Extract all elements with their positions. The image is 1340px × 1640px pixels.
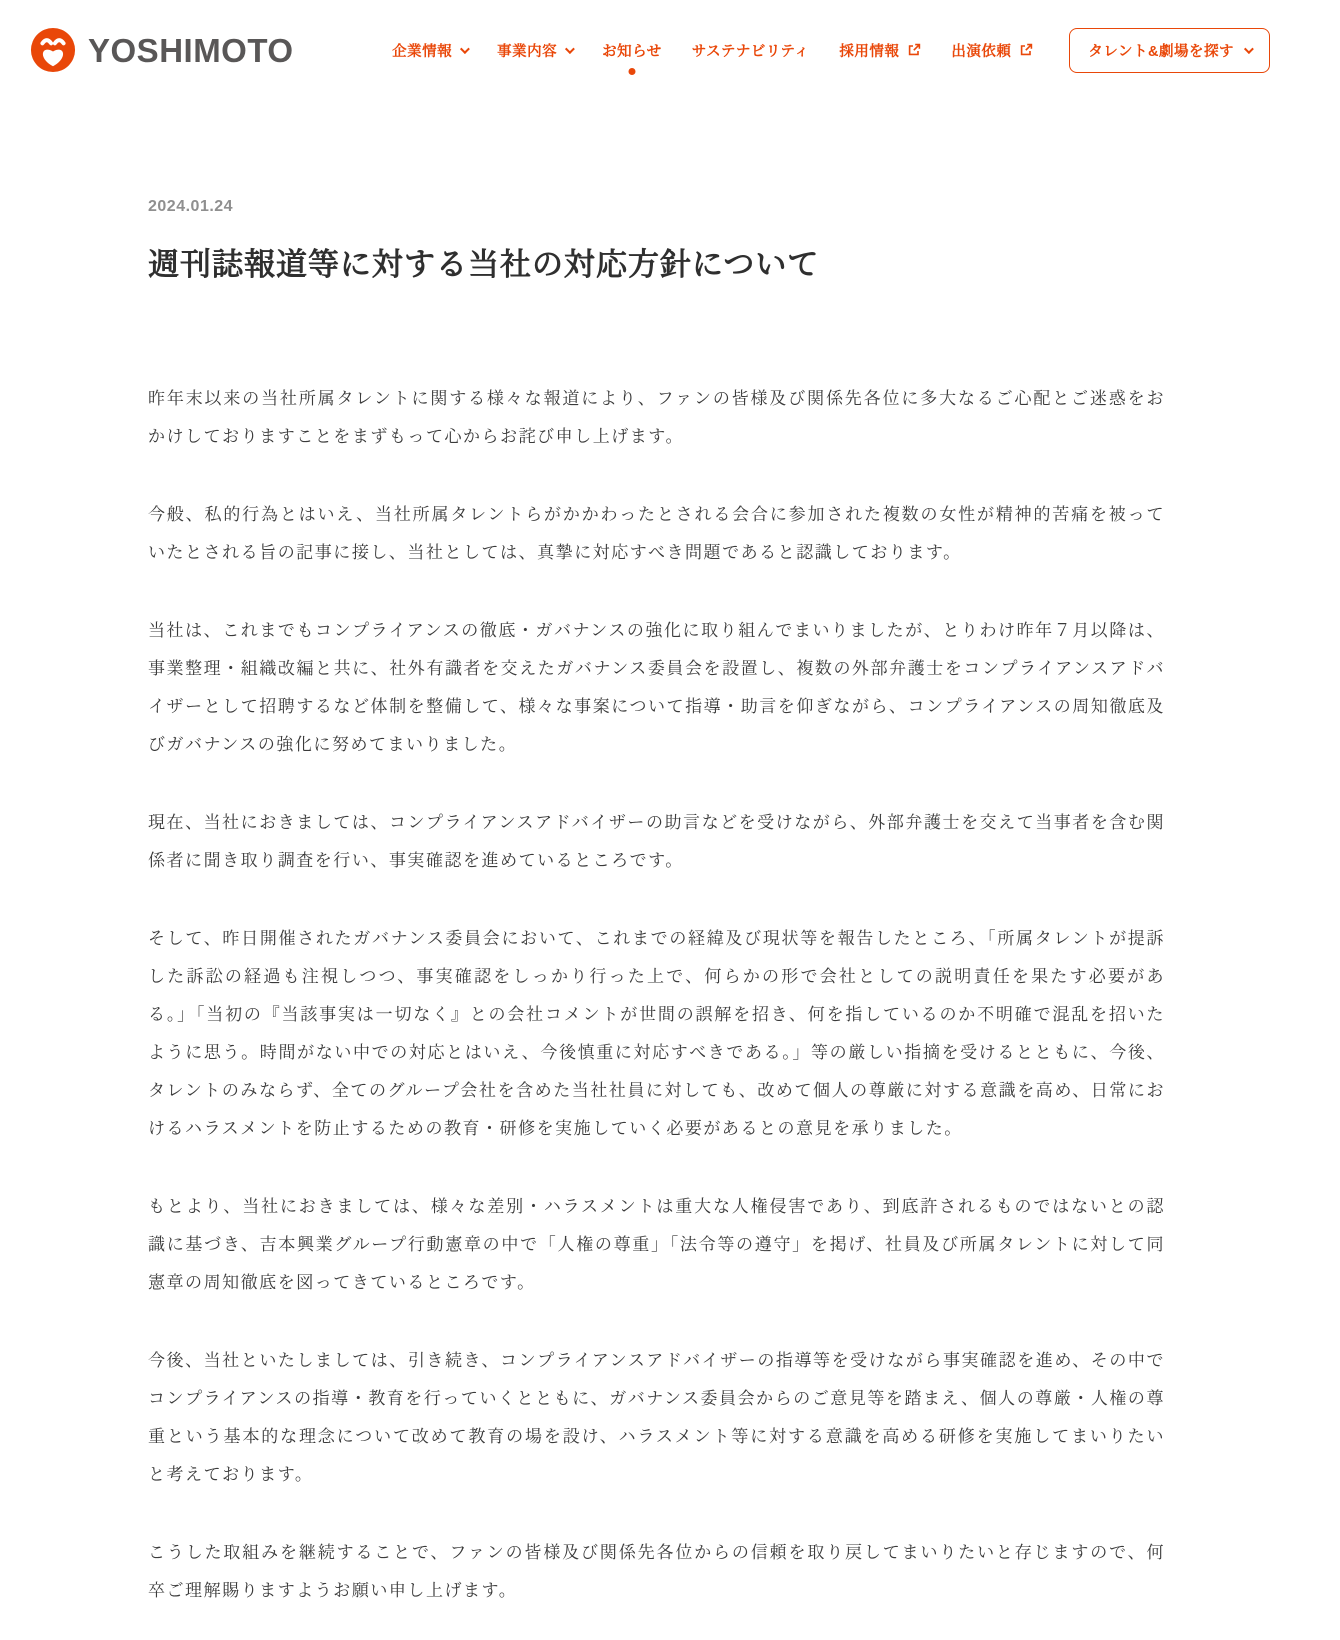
talent-theater-search-button[interactable]: タレント&劇場を探す [1069,28,1270,73]
site-header [0,0,1340,100]
article-paragraph: 今後、当社といたしましては、引き続き、コンプライアンスアドバイザーの指導等を受けながら事実確認を進め、その中でコンプライアンスの指導・教育を行っていくとともに、ガバナンス委員会からのご意見等を踏まえ、個人の尊厳・人権の尊重という基本的な理念について改めて教育の場を設け、ハラスメント等に対する意識を高める研修を実施してまいりたいと考えております。 [148,1350,1165,1484]
nav-item-business[interactable]: 事業内容 [497,40,572,61]
article-paragraph: こうした取組みを継続することで、ファンの皆様及び関係先各位からの信頼を取り戻してまいりたいと存じますので、何卒ご理解賜りますようお願い申し上げます。 [148,1542,1165,1600]
chevron-down-icon [460,44,470,54]
article-body [148,380,1165,1640]
article-paragraph: 今般、私的行為とはいえ、当社所属タレントらがかかわったとされる会合に参加された複数の女性が精神的苦痛を被っていたとされる旨の記事に接し、当社としては、真摯に対応すべき問題であると認識しております。 [148,504,1165,562]
nav-item-casting[interactable]: 出演依頼 [951,40,1033,61]
logo-face-icon [30,27,76,73]
logo-wordmark: YOSHIMOTO [88,31,294,69]
main-nav [392,28,1270,73]
nav-item-corporate-info[interactable]: 企業情報 [392,40,467,61]
article-paragraph: 現在、当社におきましては、コンプライアンスアドバイザーの助言などを受けながら、外部弁護士を交えて当事者を含む関係者に聞き取り調査を行い、事実確認を進めているところです。 [148,812,1165,870]
external-link-icon [1019,43,1033,57]
article-date: 2024.01.24 [148,198,234,215]
article-paragraph: もとより、当社におきましては、様々な差別・ハラスメントは重大な人権侵害であり、到底許されるものではないとの認識に基づき、吉本興業グループ行動憲章の中で「人権の尊重」「法令等の遵守」を掲げ、社員及び所属タレントに対して同憲章の周知徹底を図ってきているところです。 [148,1196,1165,1292]
chevron-down-icon [565,44,575,54]
nav-item-news[interactable]: お知らせ [602,40,662,61]
yoshimoto-logo[interactable] [30,27,294,73]
article-paragraph: 当社は、これまでもコンプライアンスの徹底・ガバナンスの強化に取り組んでまいりましたが、とりわけ昨年７月以降は、事業整理・組織改編と共に、社外有識者を交えたガバナンス委員会を設置し、複数の外部弁護士をコンプライアンスアドバイザーとして招聘するなど体制を整備して、様々な事案について指導・助言を仰ぎながら、コンプライアンスの周知徹底及びガバナンスの強化に努めてまいりました。 [148,620,1165,754]
article-page [148,100,1165,1640]
active-page-dot [628,68,635,75]
external-link-icon [907,43,921,57]
article-paragraph: 昨年末以来の当社所属タレントに関する様々な報道により、ファンの皆様及び関係先各位に多大なるご心配とご迷惑をおかけしておりますことをまずもって心からお詫び申し上げます。 [148,388,1165,446]
chevron-down-icon [1244,44,1254,54]
article-paragraph: そして、昨日開催されたガバナンス委員会において、これまでの経緯及び現状等を報告したところ、「所属タレントが提訴した訴訟の経過も注視しつつ、事実確認をしっかり行った上で、何らかの形で会社としての説明責任を果たす必要がある。」「当初の『当該事実は一切なく』との会社コメントが世間の誤解を招き、何を指しているのか不明確で混乱を招いたように思う。時間がない中での対応とはいえ、今後慎重に対応すべきである。」等の厳しい指摘を受けるとともに、今後、タレントのみならず、全てのグループ会社を含めた当社社員に対しても、改めて個人の尊厳に対する意識を高め、日常におけるハラスメントを防止するための教育・研修を実施していく必要があるとの意見を承りました。 [148,928,1165,1138]
nav-item-recruit[interactable]: 採用情報 [839,40,921,61]
page-title: 週刊誌報道等に対する当社の対応方針について [148,247,820,282]
nav-item-sustainability[interactable]: サステナビリティ [691,43,810,60]
